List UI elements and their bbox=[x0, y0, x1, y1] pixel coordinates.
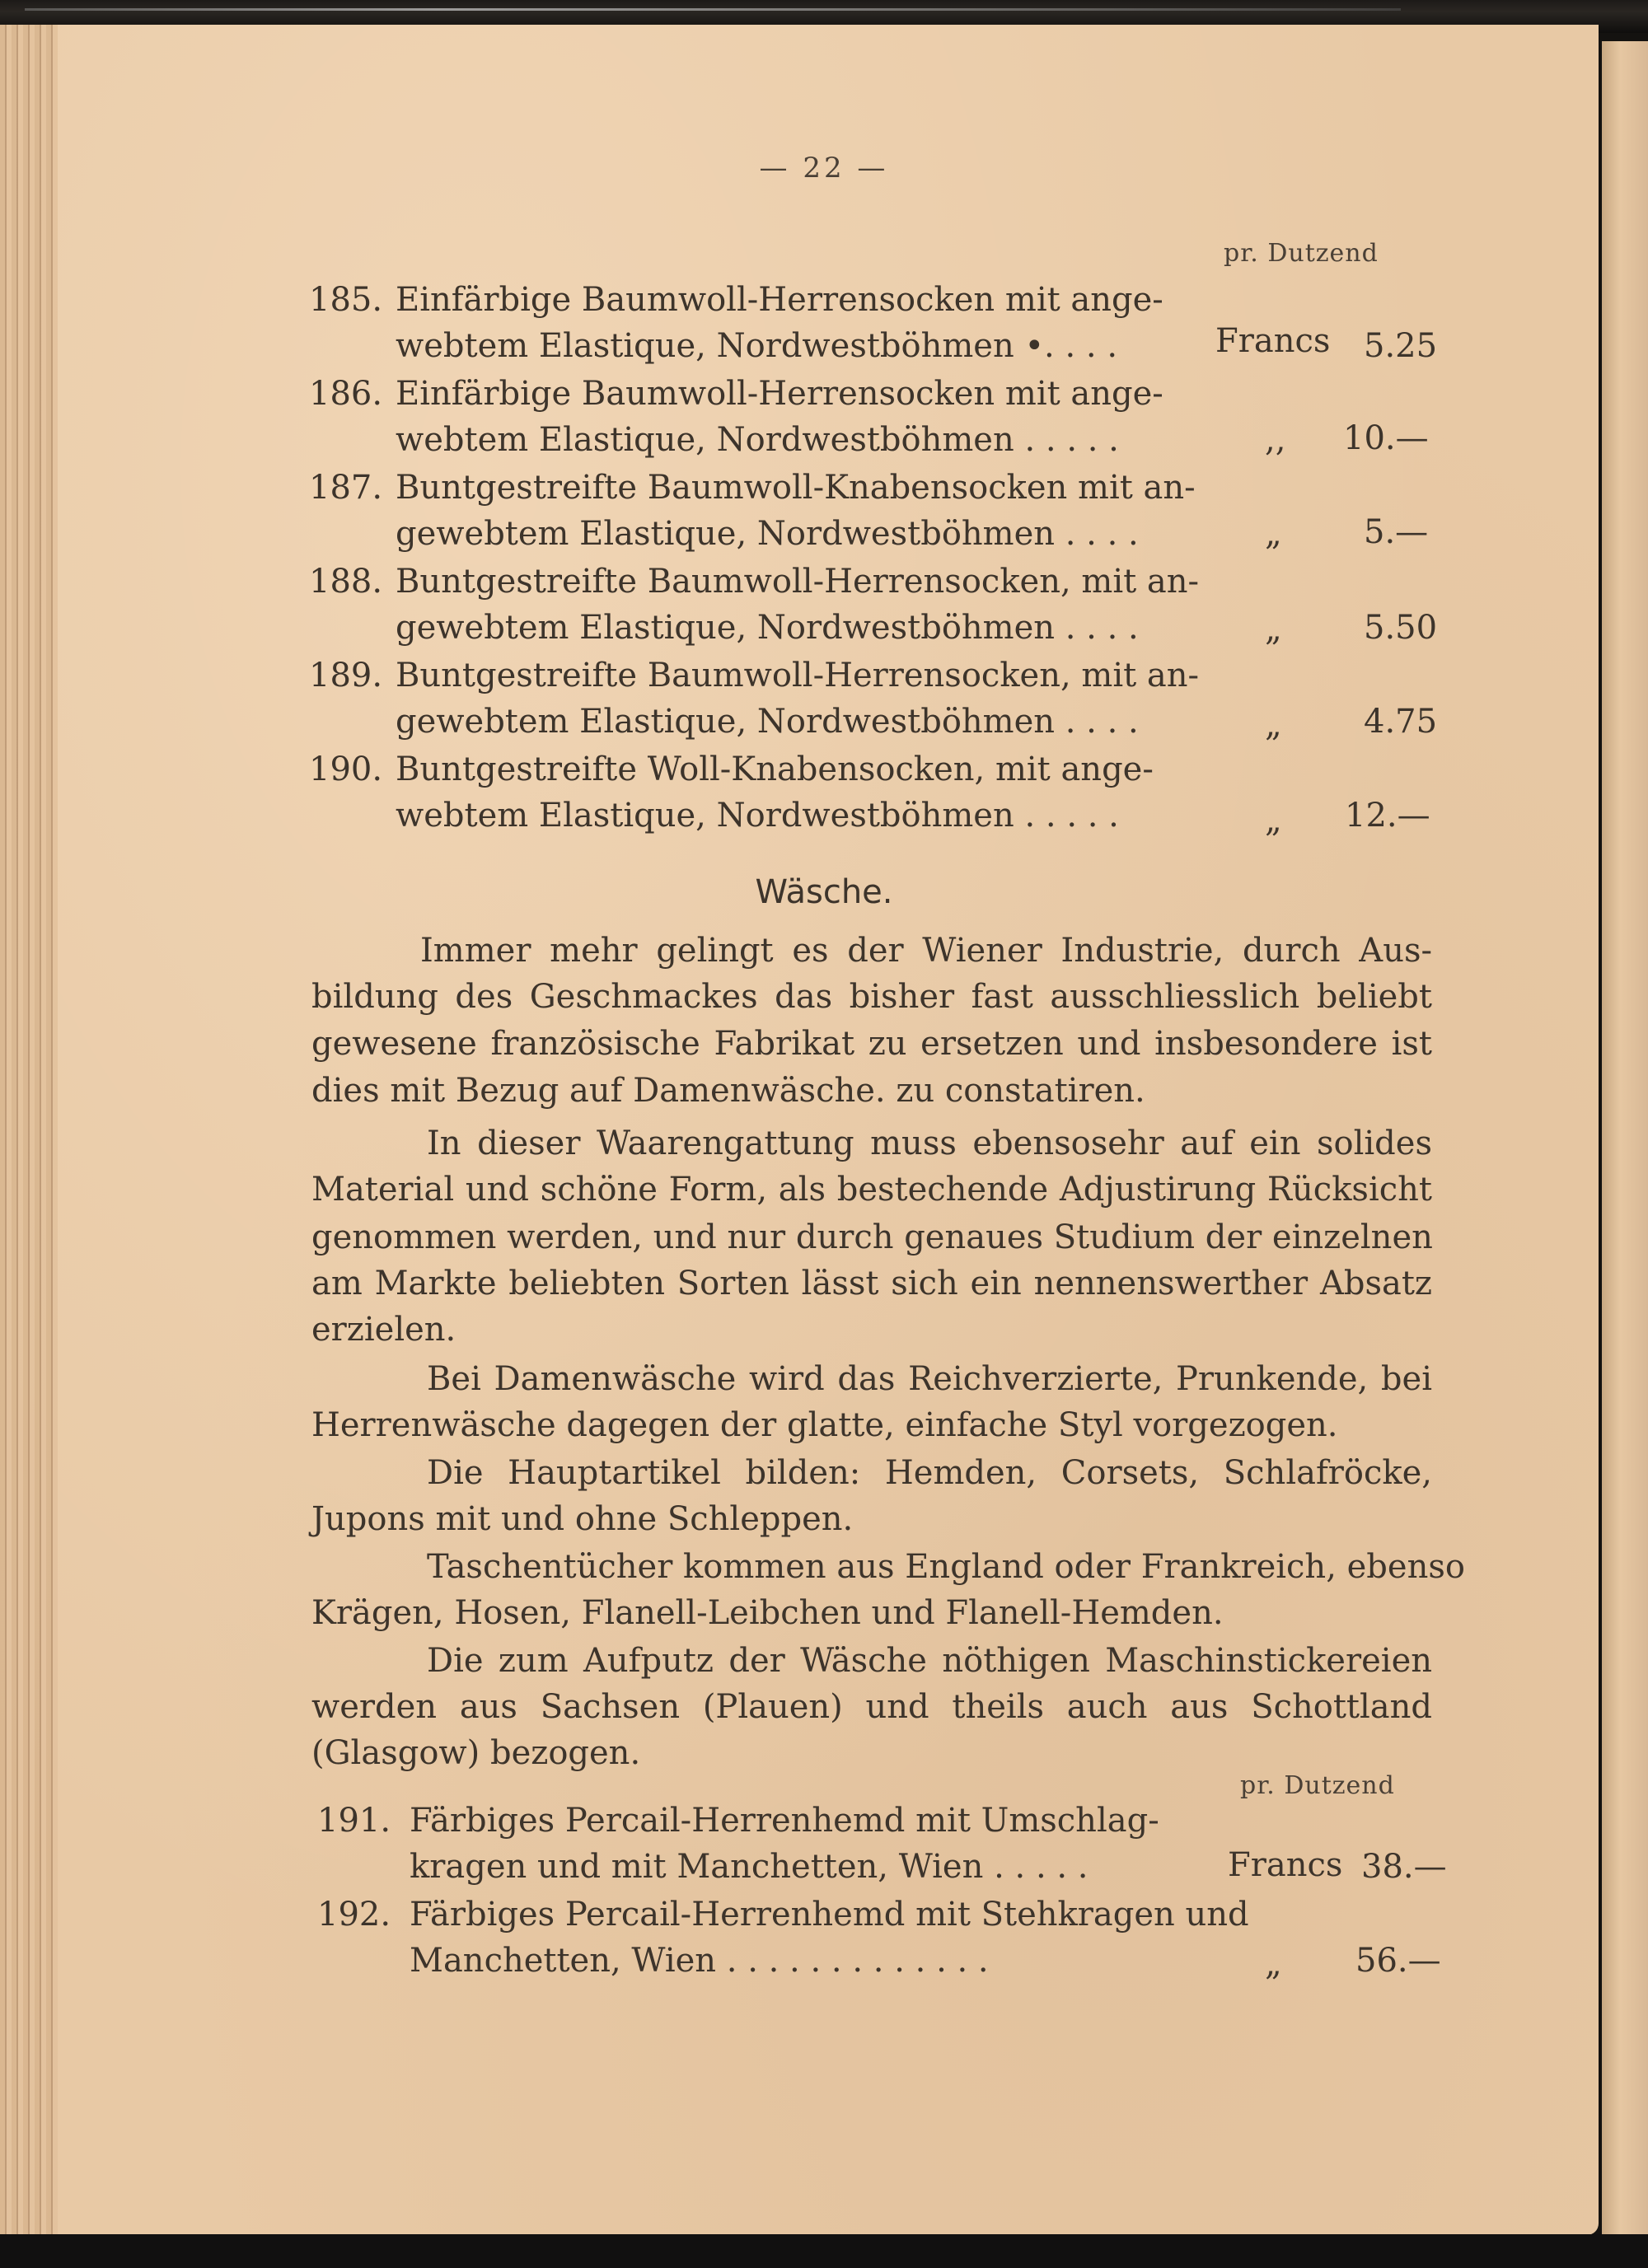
paragraph-line: genommen werden, und nur durch genaues Studium der einzelnen bbox=[311, 1218, 1433, 1256]
price-unit-ditto: „ bbox=[1265, 802, 1282, 839]
price-unit-ditto: „ bbox=[1265, 610, 1282, 648]
entry-line-1: Einfärbige Baumwoll-Herrensocken mit ange- bbox=[396, 281, 1163, 319]
price-value: 4.75 bbox=[1364, 703, 1438, 741]
entry-line-2: gewebtem Elastique, Nordwestböhmen . . . . bbox=[396, 609, 1139, 647]
entry-line-2: webtem Elastique, Nordwestböhmen •. . . . bbox=[396, 327, 1118, 365]
entry-number: 186. bbox=[309, 375, 383, 413]
price-value: 10.— bbox=[1343, 419, 1429, 457]
price-value: 56.— bbox=[1355, 1942, 1441, 1980]
paragraph-line: Die Hauptartikel bilden: Hemden, Corsets, Schlafröcke, bbox=[427, 1454, 1432, 1492]
paragraph-line: gewesene französische Fabrikat zu ersetzen und insbesondere ist bbox=[311, 1025, 1432, 1063]
price-unit: Francs bbox=[1228, 1846, 1343, 1884]
paragraph-line: Taschentücher kommen aus England oder Frankreich, ebenso bbox=[427, 1548, 1465, 1586]
price-unit-ditto: ,, bbox=[1265, 421, 1286, 459]
paragraph-line: bildung des Geschmackes das bisher fast ausschliesslich beliebt bbox=[311, 978, 1432, 1016]
entry-line-1: Buntgestreifte Baumwoll-Herrensocken, mit an- bbox=[396, 563, 1200, 601]
entry-number: 190. bbox=[309, 751, 383, 788]
entry-number: 191. bbox=[317, 1802, 391, 1840]
entry-line-2: Manchetten, Wien . . . . . . . . . . . . . bbox=[410, 1942, 989, 1980]
paragraph-line: Material und schöne Form, als bestechende Adjustirung Rücksicht bbox=[311, 1171, 1432, 1209]
price-unit-ditto: „ bbox=[1265, 515, 1282, 553]
price-unit-ditto: „ bbox=[1265, 1945, 1282, 1983]
paragraph-line: dies mit Bezug auf Damenwäsche. zu constatiren. bbox=[311, 1072, 1145, 1110]
entry-line-2: gewebtem Elastique, Nordwestböhmen . . . . bbox=[396, 703, 1139, 741]
entry-line-1: Buntgestreifte Baumwoll-Knabensocken mit an- bbox=[396, 469, 1196, 507]
entry-number: 187. bbox=[309, 469, 383, 507]
entry-number: 185. bbox=[309, 281, 383, 319]
entry-line-2: kragen und mit Manchetten, Wien . . . . . bbox=[410, 1848, 1089, 1886]
paragraph-line: Die zum Aufputz der Wäsche nöthigen Maschinstickereien bbox=[427, 1642, 1432, 1680]
entry-line-2: gewebtem Elastique, Nordwestböhmen . . . . bbox=[396, 515, 1139, 553]
entry-line-1: Buntgestreifte Woll-Knabensocken, mit ange- bbox=[396, 751, 1154, 788]
paragraph-line: am Markte beliebten Sorten lässt sich ein nennenswerther Absatz bbox=[311, 1265, 1432, 1302]
section-title: Wäsche. bbox=[755, 873, 893, 911]
entry-number: 188. bbox=[309, 563, 383, 601]
entry-line-1: Färbiges Percail-Herrenhemd mit Stehkragen und bbox=[410, 1896, 1249, 1934]
price-value: 38.— bbox=[1361, 1848, 1447, 1886]
paragraph-line: Bei Damenwäsche wird das Reichverzierte, Prunkende, bei bbox=[427, 1360, 1432, 1398]
entry-line-2: webtem Elastique, Nordwestböhmen . . . . . bbox=[396, 797, 1119, 835]
entry-line-1: Färbiges Percail-Herrenhemd mit Umschlag- bbox=[410, 1802, 1159, 1840]
entry-number: 189. bbox=[309, 657, 383, 694]
price-value: 12.— bbox=[1345, 797, 1430, 835]
price-unit: Francs bbox=[1215, 322, 1331, 360]
unit-header-top: pr. Dutzend bbox=[1224, 239, 1379, 268]
paragraph-line: werden aus Sachsen (Plauen) und theils auch aus Schottland bbox=[311, 1688, 1432, 1726]
unit-header-bottom: pr. Dutzend bbox=[1240, 1771, 1395, 1800]
entry-number: 192. bbox=[317, 1896, 391, 1934]
page-number: — 22 — bbox=[759, 152, 889, 185]
paragraph-line: In dieser Waarengattung muss ebensosehr auf ein solides bbox=[427, 1125, 1432, 1162]
entry-line-1: Buntgestreifte Baumwoll-Herrensocken, mit an- bbox=[396, 657, 1200, 694]
paragraph-line: Krägen, Hosen, Flanell-Leibchen und Flanell-Hemden. bbox=[311, 1594, 1224, 1632]
entry-line-2: webtem Elastique, Nordwestböhmen . . . . . bbox=[396, 421, 1119, 459]
paragraph-line: Jupons mit und ohne Schleppen. bbox=[311, 1500, 854, 1538]
price-value: 5.25 bbox=[1364, 327, 1438, 365]
paragraph-line: erzielen. bbox=[311, 1311, 456, 1349]
entry-line-1: Einfärbige Baumwoll-Herrensocken mit ange- bbox=[396, 375, 1163, 413]
paragraph-line: (Glasgow) bezogen. bbox=[311, 1734, 641, 1772]
paragraph-line: Herrenwäsche dagegen der glatte, einfache Styl vorgezogen. bbox=[311, 1406, 1338, 1444]
price-value: 5.— bbox=[1364, 513, 1429, 551]
paragraph-line: Immer mehr gelingt es der Wiener Industrie, durch Aus- bbox=[420, 932, 1432, 970]
price-unit-ditto: „ bbox=[1265, 706, 1282, 744]
price-value: 5.50 bbox=[1364, 609, 1438, 647]
